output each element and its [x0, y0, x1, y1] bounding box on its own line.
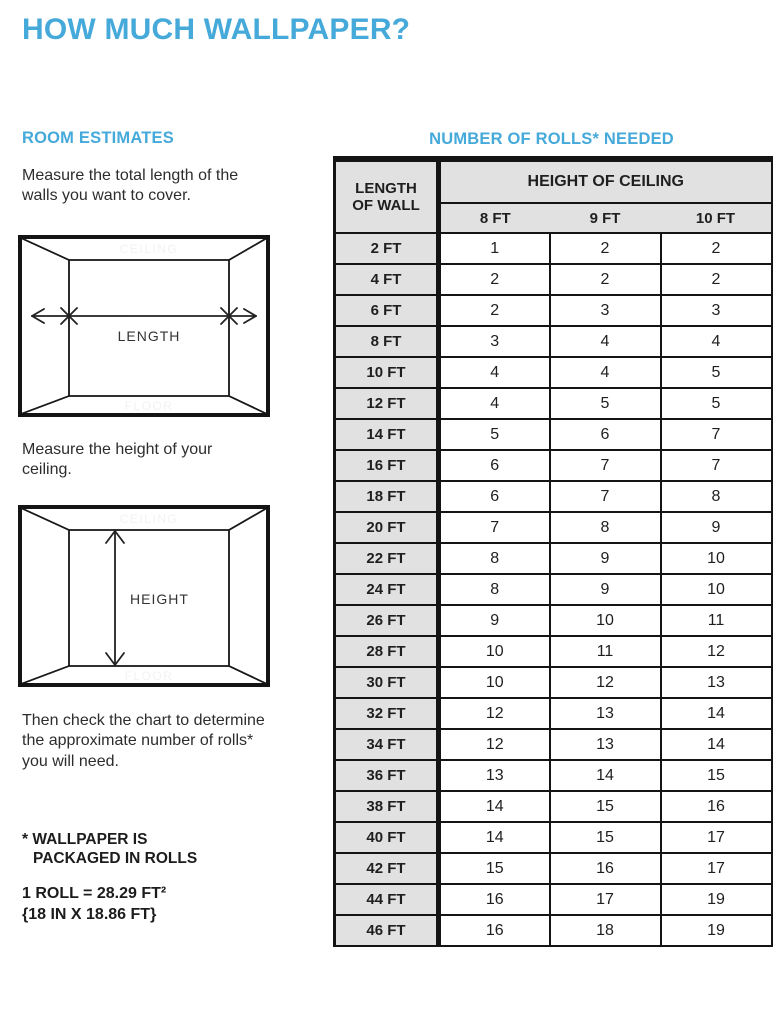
rolls-value-cell: 10 — [661, 574, 772, 605]
roll-size-info — [22, 884, 166, 926]
height-of-ceiling-header: HEIGHT OF CEILING — [439, 159, 772, 203]
wall-length-cell: 12 FT — [335, 388, 439, 419]
rolls-value-cell: 3 — [550, 295, 661, 326]
rolls-value-cell: 10 — [439, 667, 550, 698]
page-title: HOW MUCH WALLPAPER? — [22, 13, 411, 46]
rolls-value-cell: 7 — [439, 512, 550, 543]
floor-label: FLOOR — [124, 669, 174, 683]
rolls-value-cell: 5 — [439, 419, 550, 450]
length-dimension-label: LENGTH — [117, 328, 181, 344]
rolls-value-cell: 15 — [550, 791, 661, 822]
table-row — [335, 791, 772, 822]
rolls-value-cell: 8 — [550, 512, 661, 543]
rolls-value-cell: 5 — [550, 388, 661, 419]
rolls-value-cell: 15 — [661, 760, 772, 791]
ceiling-height-column-header: 9 FT — [550, 203, 661, 233]
rolls-value-cell: 8 — [661, 481, 772, 512]
left-wall-panel — [21, 238, 69, 414]
table-row — [335, 574, 772, 605]
wall-length-cell: 38 FT — [335, 791, 439, 822]
rolls-value-cell: 2 — [550, 233, 661, 264]
rolls-value-cell: 12 — [439, 729, 550, 760]
wall-length-cell: 18 FT — [335, 481, 439, 512]
wall-length-cell: 46 FT — [335, 915, 439, 946]
rolls-value-cell: 14 — [550, 760, 661, 791]
wall-length-cell: 20 FT — [335, 512, 439, 543]
rolls-value-cell: 2 — [550, 264, 661, 295]
footnote-line: PACKAGED IN ROLLS — [33, 849, 198, 867]
check-chart-instruction: Then check the chart to determine the approximate number of rolls* you will need. — [22, 712, 265, 770]
left-wall-panel — [21, 508, 69, 684]
measure-height-instruction: Measure the height of your ceiling. — [22, 441, 213, 479]
rolls-value-cell: 7 — [550, 481, 661, 512]
wall-length-cell: 30 FT — [335, 667, 439, 698]
wall-length-cell: 42 FT — [335, 853, 439, 884]
room-estimates-heading: ROOM ESTIMATES — [22, 129, 174, 147]
rolls-value-cell: 4 — [550, 326, 661, 357]
room-length-diagram — [18, 235, 270, 417]
rolls-value-cell: 2 — [439, 264, 550, 295]
wall-length-cell: 4 FT — [335, 264, 439, 295]
wall-length-cell: 22 FT — [335, 543, 439, 574]
rolls-value-cell: 2 — [661, 264, 772, 295]
table-row — [335, 760, 772, 791]
wall-length-cell: 28 FT — [335, 636, 439, 667]
height-dimension-label: HEIGHT — [130, 591, 189, 607]
rolls-table — [333, 156, 773, 947]
rolls-value-cell: 9 — [550, 574, 661, 605]
table-header-row — [335, 159, 772, 203]
wall-length-cell: 14 FT — [335, 419, 439, 450]
wall-length-cell: 26 FT — [335, 605, 439, 636]
ceiling-label: CEILING — [119, 242, 179, 256]
rolls-value-cell: 14 — [661, 698, 772, 729]
rolls-value-cell: 15 — [550, 822, 661, 853]
wall-length-cell: 44 FT — [335, 884, 439, 915]
rolls-value-cell: 9 — [661, 512, 772, 543]
right-wall-panel — [229, 238, 267, 414]
rolls-value-cell: 9 — [550, 543, 661, 574]
rolls-value-cell: 14 — [439, 822, 550, 853]
length-dimension-arrow-icon — [32, 308, 256, 324]
wall-length-cell: 24 FT — [335, 574, 439, 605]
rolls-table-body — [335, 233, 772, 946]
table-row — [335, 543, 772, 574]
rolls-value-cell: 18 — [550, 915, 661, 946]
rolls-value-cell: 4 — [439, 357, 550, 388]
rolls-value-cell: 6 — [439, 481, 550, 512]
rolls-value-cell: 4 — [661, 326, 772, 357]
rolls-value-cell: 11 — [661, 605, 772, 636]
rolls-value-cell: 10 — [550, 605, 661, 636]
wall-length-cell: 10 FT — [335, 357, 439, 388]
rolls-value-cell: 16 — [439, 884, 550, 915]
rolls-value-cell: 10 — [661, 543, 772, 574]
table-row — [335, 698, 772, 729]
table-row — [335, 326, 772, 357]
wall-length-cell: 34 FT — [335, 729, 439, 760]
rolls-value-cell: 19 — [661, 884, 772, 915]
table-row — [335, 357, 772, 388]
right-wall-panel — [229, 508, 267, 684]
table-row — [335, 636, 772, 667]
table-row — [335, 915, 772, 946]
rolls-value-cell: 6 — [439, 450, 550, 481]
rolls-value-cell: 3 — [661, 295, 772, 326]
rolls-value-cell: 4 — [550, 357, 661, 388]
table-row — [335, 822, 772, 853]
floor-label: FLOOR — [124, 399, 174, 413]
rolls-value-cell: 7 — [550, 450, 661, 481]
table-row — [335, 233, 772, 264]
table-row — [335, 853, 772, 884]
rolls-value-cell: 13 — [661, 667, 772, 698]
rolls-value-cell: 13 — [550, 698, 661, 729]
rolls-value-cell: 16 — [661, 791, 772, 822]
rolls-value-cell: 13 — [439, 760, 550, 791]
rolls-value-cell: 1 — [439, 233, 550, 264]
room-outline — [20, 237, 268, 415]
length-of-wall-header: LENGTH OF WALL — [335, 159, 439, 233]
rolls-value-cell: 8 — [439, 543, 550, 574]
rolls-value-cell: 5 — [661, 388, 772, 419]
footnote-line: * WALLPAPER IS — [22, 831, 148, 848]
rolls-value-cell: 14 — [661, 729, 772, 760]
rolls-value-cell: 2 — [661, 233, 772, 264]
wall-length-cell: 16 FT — [335, 450, 439, 481]
rolls-value-cell: 11 — [550, 636, 661, 667]
rolls-value-cell: 3 — [439, 326, 550, 357]
ceiling-height-column-header: 10 FT — [661, 203, 772, 233]
rolls-value-cell: 15 — [439, 853, 550, 884]
rolls-value-cell: 13 — [550, 729, 661, 760]
rolls-value-cell: 17 — [661, 853, 772, 884]
height-dimension-arrow-icon — [106, 531, 124, 665]
rolls-value-cell: 8 — [439, 574, 550, 605]
rolls-value-cell: 7 — [661, 419, 772, 450]
rolls-value-cell: 12 — [550, 667, 661, 698]
roll-area-line: 1 ROLL = 28.29 FT² — [22, 885, 167, 902]
rolls-needed-heading: NUMBER OF ROLLS* NEEDED — [429, 130, 674, 148]
roll-dimensions-line: {18 IN X 18.86 FT} — [22, 905, 157, 923]
wall-length-cell: 32 FT — [335, 698, 439, 729]
wall-length-cell: 2 FT — [335, 233, 439, 264]
rolls-value-cell: 12 — [439, 698, 550, 729]
rolls-value-cell: 4 — [439, 388, 550, 419]
ceiling-height-column-header: 8 FT — [439, 203, 550, 233]
rolls-value-cell: 10 — [439, 636, 550, 667]
rolls-value-cell: 6 — [550, 419, 661, 450]
table-row — [335, 512, 772, 543]
wallpaper-rolls-footnote — [22, 831, 197, 869]
wall-length-cell: 40 FT — [335, 822, 439, 853]
rolls-value-cell: 19 — [661, 915, 772, 946]
wall-length-cell: 36 FT — [335, 760, 439, 791]
table-row — [335, 295, 772, 326]
rolls-value-cell: 5 — [661, 357, 772, 388]
rolls-value-cell: 7 — [661, 450, 772, 481]
wall-length-cell: 6 FT — [335, 295, 439, 326]
room-height-diagram — [18, 505, 270, 687]
rolls-value-cell: 17 — [550, 884, 661, 915]
rolls-value-cell: 16 — [550, 853, 661, 884]
table-row — [335, 884, 772, 915]
table-row — [335, 667, 772, 698]
rolls-value-cell: 17 — [661, 822, 772, 853]
rolls-value-cell: 16 — [439, 915, 550, 946]
table-row — [335, 605, 772, 636]
table-row — [335, 264, 772, 295]
wall-length-cell: 8 FT — [335, 326, 439, 357]
table-row — [335, 481, 772, 512]
measure-length-instruction: Measure the total length of the walls you want to cover. — [22, 167, 239, 205]
table-row — [335, 388, 772, 419]
table-row — [335, 419, 772, 450]
rolls-value-cell: 14 — [439, 791, 550, 822]
table-row — [335, 729, 772, 760]
table-row — [335, 450, 772, 481]
rolls-value-cell: 12 — [661, 636, 772, 667]
rolls-value-cell: 2 — [439, 295, 550, 326]
rolls-value-cell: 9 — [439, 605, 550, 636]
ceiling-label: CEILING — [119, 512, 179, 526]
